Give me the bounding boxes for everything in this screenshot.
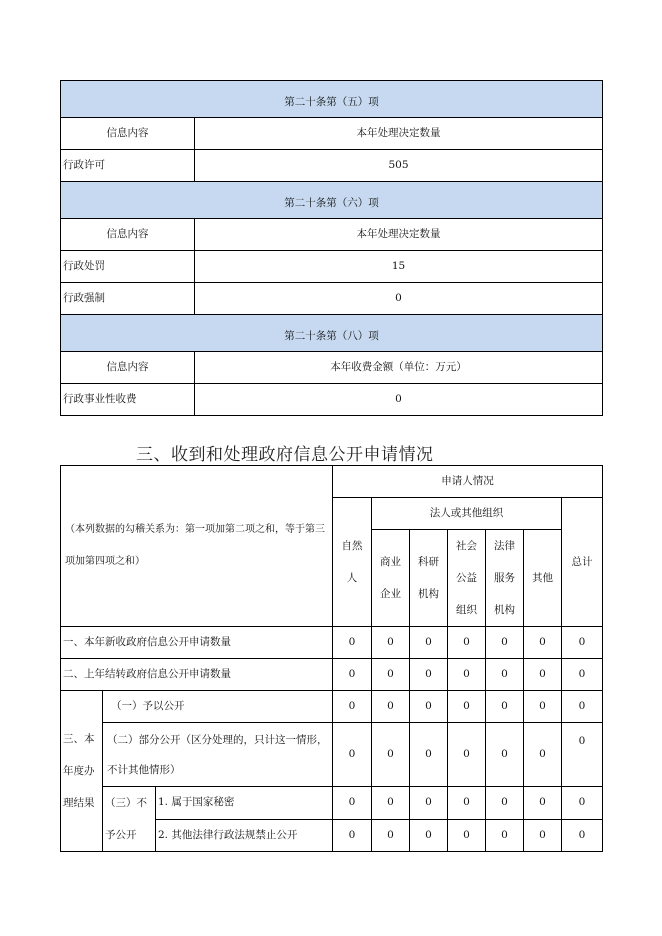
section5-header: 第二十条第（五）项 (61, 81, 603, 118)
col-natural-person: 自然 人 (333, 498, 372, 627)
col-total: 总计 (562, 498, 603, 627)
cell-value: 0 (524, 691, 562, 723)
section5-header-row (61, 81, 603, 118)
table-row (61, 787, 603, 820)
cell-value: 0 (372, 627, 410, 659)
col-legal-service: 法律 服务 机构 (486, 530, 524, 627)
cell-value: 0 (486, 691, 524, 723)
col-other: 其他 (524, 530, 562, 627)
section-title: 三、收到和处理政府信息公开申请情况 (136, 445, 434, 465)
cell-value: 0 (333, 819, 372, 852)
cell-value: 0 (486, 819, 524, 852)
cell-value: 0 (486, 627, 524, 659)
cell-value: 0 (562, 787, 603, 820)
section5-column-row (61, 118, 603, 150)
section8-col-info: 信息内容 (61, 352, 195, 384)
cell-value: 0 (333, 627, 372, 659)
header-row-1 (61, 466, 603, 498)
section8-header: 第二十条第（八）项 (61, 315, 603, 352)
cell-value: 0 (524, 627, 562, 659)
cell-value: 0 (448, 691, 486, 723)
cell-value: 0 (372, 787, 410, 820)
cell-value: 0 (410, 691, 448, 723)
row-value: 15 (195, 251, 603, 283)
section5-col-count: 本年处理决定数量 (195, 118, 603, 150)
cell-value: 0 (448, 723, 486, 787)
row-label: 行政强制 (61, 283, 195, 315)
section8-header-row (61, 315, 603, 352)
row-label: 行政许可 (61, 150, 195, 182)
table-row (61, 691, 603, 723)
section8-col-count: 本年收费金额（单位：万元） (195, 352, 603, 384)
cell-value: 0 (562, 691, 603, 723)
table-row (61, 627, 603, 659)
section6-header-row (61, 182, 603, 219)
section6-column-row (61, 219, 603, 251)
section6-header: 第二十条第（六）项 (61, 182, 603, 219)
cell-value: 0 (448, 627, 486, 659)
row-value: 0 (195, 384, 603, 416)
row-label: 二、上年结转政府信息公开申请数量 (61, 659, 333, 691)
legal-entity-header: 法人或其他组织 (372, 498, 562, 530)
cell-value: 0 (486, 659, 524, 691)
section6-col-count: 本年处理决定数量 (195, 219, 603, 251)
section8-column-row (61, 352, 603, 384)
row-value: 0 (195, 283, 603, 315)
cell-value: 0 (562, 627, 603, 659)
cell-value: 0 (562, 819, 603, 852)
cell-value: 0 (372, 691, 410, 723)
table-row (61, 659, 603, 691)
applicant-header: 申请人情况 (333, 466, 603, 498)
cell-value: 0 (448, 787, 486, 820)
row-label: 1. 属于国家秘密 (156, 787, 333, 820)
cell-value: 0 (333, 691, 372, 723)
col-research: 科研 机构 (410, 530, 448, 627)
cell-value: 0 (562, 659, 603, 691)
cell-value: 0 (448, 659, 486, 691)
cell-value: 0 (333, 787, 372, 820)
table-row (61, 384, 603, 416)
cell-value: 0 (410, 627, 448, 659)
cell-value: 0 (486, 787, 524, 820)
cell-value: 0 (524, 723, 562, 787)
cell-value: 0 (333, 659, 372, 691)
applications-table (60, 465, 603, 852)
cell-value: 0 (410, 723, 448, 787)
table-row (61, 150, 603, 182)
row-value: 505 (195, 150, 603, 182)
cell-value: 0 (410, 819, 448, 852)
table-note: （本列数据的勾稽关系为：第一项加第二项之和，等于第三项加第四项之和） (61, 466, 333, 627)
cell-value: 0 (410, 787, 448, 820)
row-label: （一）予以公开 (103, 691, 333, 723)
row-label: 2. 其他法律行政法规禁止公开 (156, 819, 333, 852)
table-row (61, 723, 603, 787)
group-not-disclosed-label: （三）不 予公开 (103, 787, 156, 852)
section6-col-info: 信息内容 (61, 219, 195, 251)
section5-col-info: 信息内容 (61, 118, 195, 150)
cell-value: 0 (333, 723, 372, 787)
cell-value: 0 (524, 819, 562, 852)
cell-value: 0 (486, 723, 524, 787)
table-row (61, 251, 603, 283)
cell-value: 0 (524, 787, 562, 820)
cell-value: 0 (372, 659, 410, 691)
cell-value: 0 (448, 819, 486, 852)
cell-value: 0 (372, 819, 410, 852)
cell-value: 0 (524, 659, 562, 691)
col-social-welfare: 社会 公益 组织 (448, 530, 486, 627)
group-result-label: 三、本 年度办 理结果 (61, 691, 103, 852)
row-label: 行政事业性收费 (61, 384, 195, 416)
disclosure-summary-table (60, 80, 603, 416)
cell-value: 0 (410, 659, 448, 691)
cell-value: 0 (562, 723, 603, 787)
col-business: 商业 企业 (372, 530, 410, 627)
cell-value: 0 (372, 723, 410, 787)
row-label: 一、本年新收政府信息公开申请数量 (61, 627, 333, 659)
table-row (61, 283, 603, 315)
row-label: （二）部分公开（区分处理的，只计这一情形， 不计其他情形） (103, 723, 333, 787)
row-label: 行政处罚 (61, 251, 195, 283)
